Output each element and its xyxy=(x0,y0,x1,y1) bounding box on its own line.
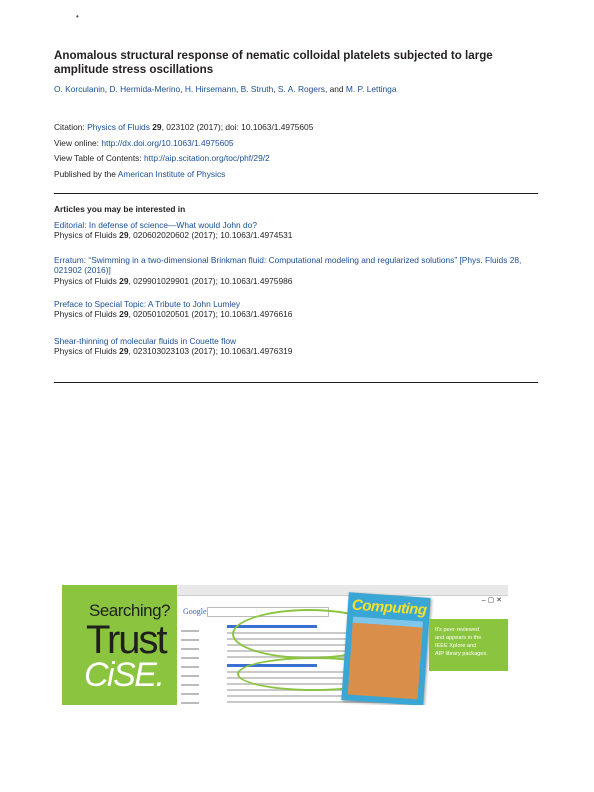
journal-link[interactable]: Physics of Fluids xyxy=(87,122,150,132)
author-link[interactable]: O. Korculanin xyxy=(54,84,105,94)
divider xyxy=(54,193,538,194)
article-meta xyxy=(54,120,313,182)
related-article xyxy=(54,220,524,241)
related-article-link[interactable]: Erratum: “Swimming in a two-dimensional Brinkman fluid: Computational modeling and regularized solutions” [Phys. Fluids 28, 021902 (2016)] xyxy=(54,255,522,276)
related-article-link[interactable]: Shear-thinning of molecular fluids in Couette flow xyxy=(54,336,237,346)
publisher-link[interactable]: American Institute of Physics xyxy=(117,168,226,179)
related-article xyxy=(54,336,524,357)
publisher-line: Published by the American Institute of Physics xyxy=(54,168,226,179)
related-article-citation: Physics of Fluids 29, 020602020602 (2017); 10.1063/1.4974531 xyxy=(54,230,293,241)
related-article-citation: Physics of Fluids 29, 029901029901 (2017); 10.1063/1.4975986 xyxy=(54,275,293,286)
divider xyxy=(54,382,538,383)
ad-blurb-text: It's peer-reviewed and appears in the IEEE Xplore and AIP library packages. xyxy=(435,627,488,657)
author-link[interactable]: M. P. Lettinga xyxy=(345,84,397,94)
ad-search-logo: Google xyxy=(183,607,207,616)
author-link[interactable]: H. Hirsemann xyxy=(184,84,237,94)
ad-green-panel xyxy=(62,585,177,705)
doi-link[interactable]: http://dx.doi.org/10.1063/1.4975605 xyxy=(101,137,234,148)
citation-line: Citation: Physics of Fluids 29, 023102 (2017); doi: 10.1063/1.4975605 xyxy=(54,122,314,132)
related-heading: Articles you may be interested in xyxy=(54,204,186,214)
related-article xyxy=(54,299,524,320)
toc-link[interactable]: http://aip.scitation.org/toc/phf/29/2 xyxy=(144,153,270,164)
related-article-link[interactable]: Editorial: In defense of science—What would John do? xyxy=(54,220,257,230)
author-link[interactable]: B. Struth xyxy=(240,84,274,94)
author-link[interactable]: D. Hermida-Merino xyxy=(109,84,181,94)
ad-magazine-cover xyxy=(341,592,430,705)
author-list: O. Korculanin, D. Hermida-Merino, H. Hirsemann, B. Struth, S. A. Rogers, and M. P. Lettinga xyxy=(54,84,397,94)
paper-title: Anomalous structural response of nematic colloidal platelets subjected to large amplitude stress oscillations xyxy=(54,49,493,76)
ad-window-icons: – ▢ ✕ xyxy=(481,597,502,604)
view-online-line: View online: http://dx.doi.org/10.1063/1.4975605 xyxy=(54,137,234,148)
cise-advertisement[interactable] xyxy=(62,585,508,705)
author-link[interactable]: S. A. Rogers xyxy=(277,84,325,94)
related-article-citation: Physics of Fluids 29, 023103023103 (2017); 10.1063/1.4976319 xyxy=(54,346,293,357)
ad-searching-text: Searching? xyxy=(89,601,171,620)
ad-trust-text: Trust xyxy=(86,618,166,662)
view-toc-line: View Table of Contents: http://aip.scitation.org/toc/phf/29/2 xyxy=(54,153,270,164)
ad-cise-text: CiSE. xyxy=(84,656,164,694)
ad-url-bar xyxy=(177,585,508,596)
related-article xyxy=(54,255,524,286)
ad-sidebar xyxy=(177,623,217,705)
ad-blurb-box xyxy=(429,619,508,671)
ad-magazine-title: Computing xyxy=(351,596,428,619)
authors-and: , and xyxy=(324,84,346,94)
related-article-link[interactable]: Preface to Special Topic: A Tribute to John Lumley xyxy=(54,299,241,309)
ad-browser-screenshot xyxy=(177,585,508,705)
bullet-mark: • xyxy=(76,12,79,21)
related-article-citation: Physics of Fluids 29, 020501020501 (2017); 10.1063/1.4976616 xyxy=(54,309,293,320)
